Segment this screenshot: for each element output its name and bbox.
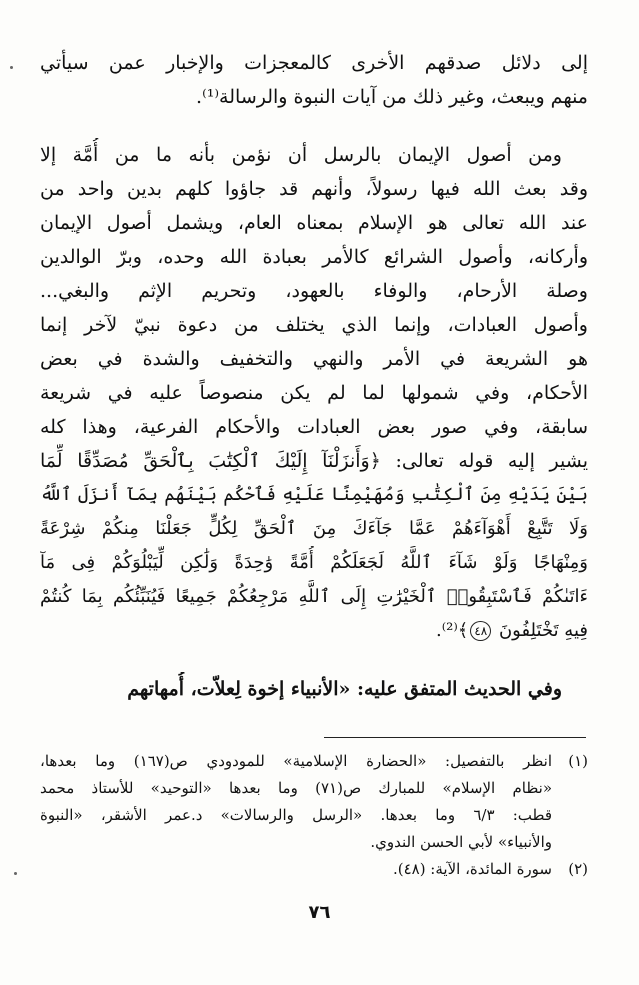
footnote-1-line [40,748,588,775]
footnote-text: سورة المائدة، الآية: (٤٨). [392,860,552,878]
text-line: وقد بعث الله فيها رسولاً، وأنهم قد جاؤوا كلهم بدين واحد من [40,178,588,200]
ayah-number-mark: ٤٨ [470,621,491,641]
quran-line: ءَاتَىٰكُمْ فَٱسْتَبِقُوا۟ ٱلْخَيْرَٰتِ إِلَى ٱللَّهِ مَرْجِعُكُمْ جَمِيعًا فَيُنَبِّئُكُم بِمَا كُنتُمْ [40,586,588,607]
scan-speck [10,66,13,69]
quran-last-line [40,614,588,648]
page-number: ٧٦ [308,902,331,923]
text-line: وأصول العبادات، وإنما الذي يختلف من دعوة نبيّ لآخر إنما [40,314,588,336]
footnote-text: انظر بالتفصيل: «الحضارة الإسلامية» للمودودي ص(١٦٧) وما بعدها، [40,752,553,770]
text-line: هو الشريعة في الأمر والنهي والتخفيف والشدة في بعض [40,348,588,370]
footnote-1-line: والأنبياء» لأبي الحسن الندوي. [370,833,552,851]
text-line: الأحكام، وفي شمولها لما لم يكن منصوصاً عليه في شريعة [40,382,588,404]
footnote-2-line [40,856,588,883]
quote-end: ﴾⁽²⁾. [435,620,469,641]
text-line: وصلة الأرحام، والوفاء بالعهود، وتحريم الإثم والبغي... [40,280,588,302]
quran-text: فِيهِ تَخْتَلِفُونَ [498,620,588,641]
text-line: يشير إليه قوله تعالى: ﴿وَأَنزَلْنَآ إِلَيْكَ ٱلْكِتَٰبَ بِٱلْحَقِّ مُصَدِّقًا لِّمَا [40,450,588,472]
scan-speck [14,872,17,875]
quran-line: وَلَا تَتَّبِعْ أَهْوَآءَهُمْ عَمَّا جَآءَكَ مِنَ ٱلْحَقِّ لِكُلٍّ جَعَلْنَا مِنكُمْ شِرْعَةً [40,518,588,539]
text-line: منهم ويبعث، وغير ذلك من آيات النبوة والرسالة⁽¹⁾. [196,86,588,108]
main-text [40,46,588,706]
footnote-number: (٢) [568,860,588,878]
footnote-1-line: «نظام الإسلام» للمبارك ص(٧١) وما بعدها «التوحيد» للأستاذ محمد [40,779,553,797]
footnote-number: (١) [568,752,588,770]
footnote-divider [324,737,586,738]
text-line: إلى دلائل صدقهم الأخرى كالمعجزات والإخبار عمن سيأتي [40,52,588,74]
text-line: سابقة، وفي صور بعض العبادات والأحكام الفرعية، وهذا كله [40,416,588,438]
quran-line: بَيْنَ يَدَيْهِ مِنَ ٱلْكِتَٰبِ وَمُهَيْمِنًا عَلَيْهِ فَٱحْكُم بَيْنَهُم بِمَآ أَنزَلَ ٱللَّهُ [40,484,588,505]
hadith-line: وفي الحديث المتفق عليه: «الأنبياء إخوة لِعلاّت، أُمهاتهم [127,678,562,700]
text-line: عند الله تعالى هو الإسلام بمعناه العام، ويشمل أصول الإيمان [40,212,588,234]
footnote-1-line: قطب: ٦/٣ وما بعدها. «الرسل والرسالات» د.عمر الأشقر، «النبوة [40,806,552,824]
quran-line: وَمِنْهَاجًا وَلَوْ شَآءَ ٱللَّهُ لَجَعَلَكُمْ أُمَّةً وَٰحِدَةً وَلَٰكِن لِّيَبْلُوَكُمْ فِى مَآ [40,552,588,573]
text-line: ومن أصول الإيمان بالرسل أن نؤمن بأنه ما من أُمَّة إلا [40,144,562,166]
footnotes [40,748,588,883]
text-line: وأركانه، وأصول الشرائع كالأمر بعبادة الله وحده، وبرّ الوالدين [40,246,588,268]
